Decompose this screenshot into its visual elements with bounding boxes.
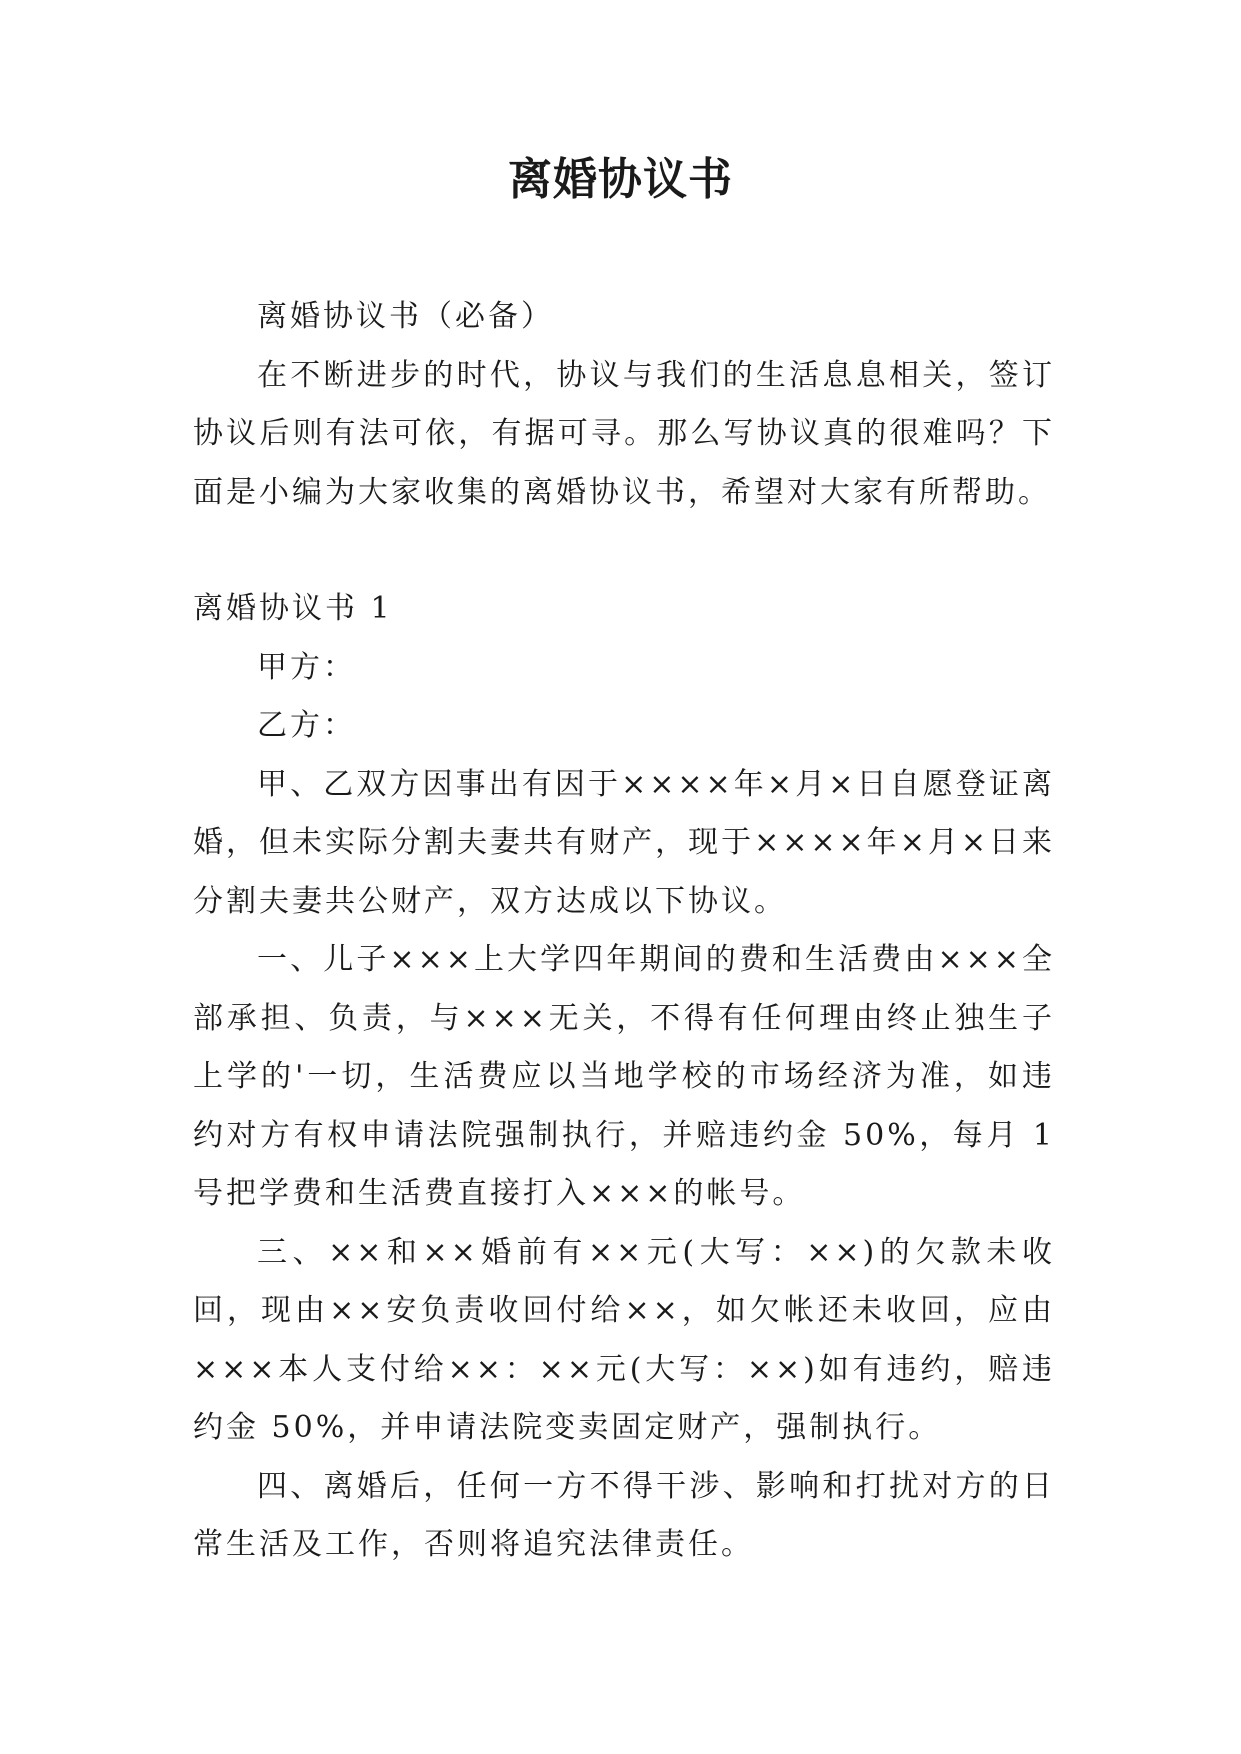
- clause-4-paragraph: 四、离婚后，任何一方不得干涉、影响和打扰对方的日常生活及工作，否则将追究法律责任。: [193, 1468, 1055, 1562]
- party-b-line: 乙方：: [257, 708, 356, 743]
- spacer: [193, 522, 1055, 580]
- clause-1-paragraph: 一、儿子×××上大学四年期间的费和生活费由×××全部承担、负责，与×××无关，不得有任何理由终止独生子上学的'一切，生活费应以当地学校的市场经济为准，如违约对方有权申请法院强制执行，并赔违约金 50%，每月 1 号把学费和生活费直接打入×××的帐号。: [193, 942, 1055, 1211]
- party-a-line: 甲方：: [257, 649, 356, 685]
- preamble-paragraph: 甲、乙双方因事出有因于××××年×月×日自愿登证离婚，但未实际分割夫妻共有财产，现于××××年×月×日来分割夫妻共公财产，双方达成以下协议。: [193, 766, 1055, 919]
- subtitle: 离婚协议书（必备）: [257, 299, 554, 334]
- intro-paragraph: 在不断进步的时代，协议与我们的生活息息相关，签订协议后则有法可依，有据可寻。那么写协议真的很难吗？下面是小编为大家收集的离婚协议书，希望对大家有所帮助。: [193, 357, 1055, 510]
- document-body: [193, 288, 1055, 1575]
- document-title: 离婚协议书: [508, 154, 733, 205]
- section-heading: 离婚协议书 1: [193, 591, 393, 626]
- clause-3-paragraph: 三、××和××婚前有××元(大写：××)的欠款未收回，现由××安负责收回付给××，如欠帐还未收回，应由×××本人支付给××：××元(大写：××)如有违约，赔违约金 50%，并申请法院变卖固定财产，强制执行。: [193, 1234, 1055, 1445]
